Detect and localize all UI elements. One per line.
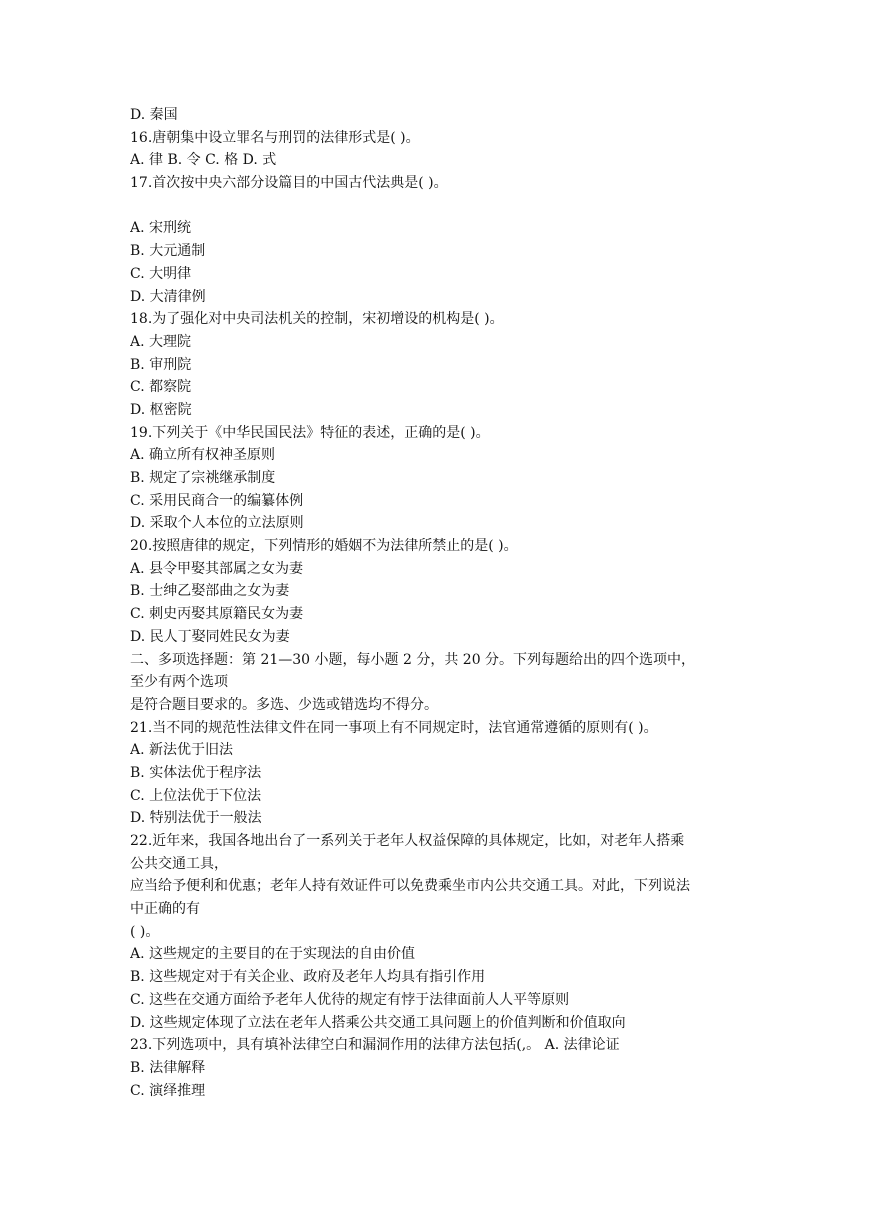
option-line: A. 大理院 — [130, 333, 192, 350]
option-line: A. 县令甲娶其部属之女为妻 — [130, 560, 304, 577]
question-16: 16.唐朝集中设立罪名与刑罚的法律形式是( )。 — [130, 129, 420, 146]
question-23: 23.下列选项中，具有填补法律空白和漏洞作用的法律方法包括(,。 A. 法律论证 — [130, 1037, 620, 1054]
option-line: A. 新法优于旧法 — [130, 742, 234, 759]
option-line: C. 演绎推理 — [130, 1082, 206, 1099]
option-line: B. 规定了宗祧继承制度 — [130, 470, 276, 486]
question-18: 18.为了强化对中央司法机关的控制，宋初增设的机构是( )。 — [130, 311, 504, 328]
option-line: D. 秦国 — [130, 107, 178, 123]
section-heading-continued: 至少有两个选项 — [130, 674, 228, 691]
question-22-continued: 中正确的有 — [130, 901, 200, 918]
option-line: B. 大元通制 — [130, 243, 206, 260]
question-22: 22.近年来，我国各地出台了一系列关于老年人权益保障的具体规定，比如，对老年人搭乘 — [130, 833, 685, 849]
document-page — [130, 104, 750, 1102]
question-22-continued: 应当给予便利和优惠；老年人持有效证件可以免费乘坐市内公共交通工具。对此，下列说法 — [130, 878, 690, 895]
question-22-continued: 公共交通工具， — [130, 855, 228, 872]
option-line: B. 实体法优于程序法 — [130, 764, 262, 781]
section-heading-continued: 是符合题目要求的。多选、少选或错选均不得分。 — [130, 696, 438, 713]
question-17: 17.首次按中央六部分设篇目的中国古代法典是( )。 — [130, 175, 448, 192]
question-21: 21.当不同的规范性法律文件在同一事项上有不同规定时，法官通常遵循的原则有( )。 — [130, 719, 658, 736]
option-line: C. 大明律 — [130, 265, 192, 282]
option-line: D. 大清律例 — [130, 288, 206, 305]
question-22-continued: ( )。 — [130, 923, 160, 940]
blank-line — [130, 195, 750, 218]
option-line: D. 枢密院 — [130, 401, 192, 418]
option-line: A. 宋刑统 — [130, 220, 192, 237]
option-line: B. 士绅乙娶部曲之女为妻 — [130, 583, 290, 600]
option-line: D. 采取个人本位的立法原则 — [130, 515, 304, 532]
option-line: A. 确立所有权神圣原则 — [130, 447, 276, 464]
option-line: C. 这些在交通方面给予老年人优待的规定有悖于法律面前人人平等原则 — [130, 991, 570, 1008]
option-line: C. 上位法优于下位法 — [130, 787, 262, 804]
option-line: C. 采用民商合一的编纂体例 — [130, 492, 304, 509]
option-line: A. 这些规定的主要目的在于实现法的自由价值 — [130, 946, 416, 963]
option-line: B. 这些规定对于有关企业、政府及老年人均具有指引作用 — [130, 969, 486, 986]
question-20: 20.按照唐律的规定，下列情形的婚姻不为法律所禁止的是( )。 — [130, 538, 518, 555]
option-line: B. 法律解释 — [130, 1059, 206, 1076]
option-line: C. 都察院 — [130, 379, 192, 396]
section-heading: 二、多项选择题：第 21—30 小题，每小题 2 分，共 20 分。下列每题给出的四个选项中， — [130, 651, 696, 668]
option-line: B. 审刑院 — [130, 356, 192, 373]
question-19: 19.下列关于《中华民国民法》特征的表述，正确的是( )。 — [130, 424, 490, 441]
option-line: D. 特别法优于一般法 — [130, 810, 262, 827]
option-line: D. 这些规定体现了立法在老年人搭乘公共交通工具问题上的价值判断和价值取向 — [130, 1014, 626, 1031]
option-line: C. 刺史丙娶其原籍民女为妻 — [130, 606, 304, 623]
option-line: D. 民人丁娶同姓民女为妻 — [130, 628, 290, 645]
option-line: A. 律 B. 令 C. 格 D. 式 — [130, 152, 277, 169]
